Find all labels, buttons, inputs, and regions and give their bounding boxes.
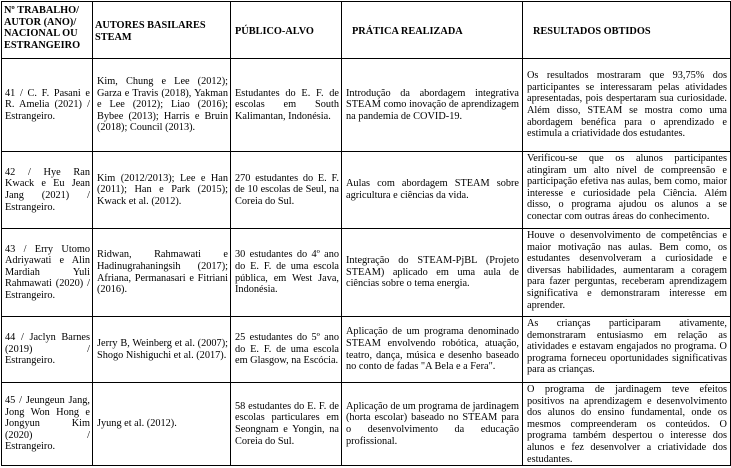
- header-row: [2, 2, 731, 59]
- cell-results: Houve o desenvolvimento de competências e maior motivação nas aulas. Bem como, os estudantes desenvolveram a curiosidade e diversas habilidades, aumentaram a coragem para fazer perguntas, receberam aprendizagem significativa e demonstraram interesse em aprender.: [523, 229, 731, 317]
- table-row: [2, 229, 731, 317]
- cell-authors: Kim, Chung e Lee (2012); Garza e Travis (2018), Yakman e Lee (2012); Liao (2016); Bybee (2013); Harris e Bruin (2018); Council (2013).: [93, 59, 231, 152]
- cell-practice: Aulas com abordagem STEAM sobre agricultura e ciências da vida.: [342, 152, 523, 229]
- table-row: [2, 152, 731, 229]
- header-results: RESULTADOS OBTIDOS: [523, 2, 731, 59]
- cell-audience: 30 estudantes do 4º ano do E. F. de uma escola pública, em West Java, Indonésia.: [231, 229, 342, 317]
- cell-practice: Aplicação de um programa de jardinagem (horta escolar) baseado no STEAM para o desenvolvimento da educação profissional.: [342, 383, 523, 466]
- header-practice: PRÁTICA REALIZADA: [342, 2, 523, 59]
- cell-results: O programa de jardinagem teve efeitos positivos na aprendizagem e desenvolvimento dos alunos do ensino fundamental, onde os mesmos compreenderam os conteúdos. O programa também despertou o interesse dos alunos e fez desenvolver a criatividade dos estudantes.: [523, 383, 731, 466]
- cell-practice: Integração do STEAM-PjBL (Projeto STEAM) aplicado em uma aula de ciências sobre o tema energia.: [342, 229, 523, 317]
- header-work: Nº TRABALHO/ AUTOR (ANO)/ NACIONAL OU ESTRANGEIRO: [2, 2, 93, 59]
- cell-authors: Jyung et al. (2012).: [93, 383, 231, 466]
- table-row: [2, 317, 731, 383]
- table-row: [2, 59, 731, 152]
- studies-table: [1, 1, 731, 466]
- cell-work: 41 / C. F. Pasani e R. Amelia (2021) / Estrangeiro.: [2, 59, 93, 152]
- cell-audience: 58 estudantes do E. F. de escolas particulares em Seongnam e Yongin, na Coreia do Sul.: [231, 383, 342, 466]
- header-authors: AUTORES BASILARES STEAM: [93, 2, 231, 59]
- cell-audience: Estudantes do E. F. de escolas em South Kalimantan, Indonésia.: [231, 59, 342, 152]
- cell-authors: Ridwan, Rahmawati e Hadinugrahaningsih (2017); Afriana, Permanasari e Fitriani (2016).: [93, 229, 231, 317]
- cell-work: 44 / Jaclyn Barnes (2019) / Estrangeiro.: [2, 317, 93, 383]
- cell-authors: Jerry B, Weinberg et al. (2007); Shogo Nishiguchi et al. (2017).: [93, 317, 231, 383]
- cell-practice: Introdução da abordagem integrativa STEAM como inovação de aprendizagem na pandemia de COVID-19.: [342, 59, 523, 152]
- header-audience: PÚBLICO-ALVO: [231, 2, 342, 59]
- cell-work: 42 / Hye Ran Kwack e Eu Jean Jang (2021) / Estrangeiro.: [2, 152, 93, 229]
- cell-authors: Kim (2012/2013); Lee e Han (2011); Han e Park (2015); Kwack et al. (2012).: [93, 152, 231, 229]
- cell-practice: Aplicação de um programa denominado STEAM envolvendo robótica, atuação, teatro, dança, música e desenho baseado no conto de fadas "A Bela e a Fera".: [342, 317, 523, 383]
- cell-results: As crianças participaram ativamente, demonstraram entusiasmo em relação as atividades e estavam engajados no programa. O programa forneceu oportunidades significativas para as crianças.: [523, 317, 731, 383]
- table-row: [2, 383, 731, 466]
- cell-audience: 25 estudantes do 5º ano do E. F. de uma escola em Glasgow, na Escócia.: [231, 317, 342, 383]
- cell-audience: 270 estudantes do E. F. de 10 escolas de Seul, na Coreia do Sul.: [231, 152, 342, 229]
- cell-work: 45 / Jeungeun Jang, Jong Won Hong e Jongyun Kim (2020) / Estrangeiro.: [2, 383, 93, 466]
- cell-work: 43 / Erry Utomo Adriyawati e Alin Mardiah Yuli Rahmawati (2020) / Estrangeiro.: [2, 229, 93, 317]
- cell-results: Os resultados mostraram que 93,75% dos participantes se interessaram pelas atividades apresentadas, pois despertaram sua curiosidade. Além disso, STEAM se mostra como uma abordagem benéfica para o aprendizado e estimula a criatividade dos estudantes.: [523, 59, 731, 152]
- cell-results: Verificou-se que os alunos participantes atingiram um alto nível de compreensão e participação efetiva nas aulas, bem como, maior interesse e curiosidade pela Ciência. Além disso, o programa ajudou os alunos a se conectar com outras áreas do conhecimento.: [523, 152, 731, 229]
